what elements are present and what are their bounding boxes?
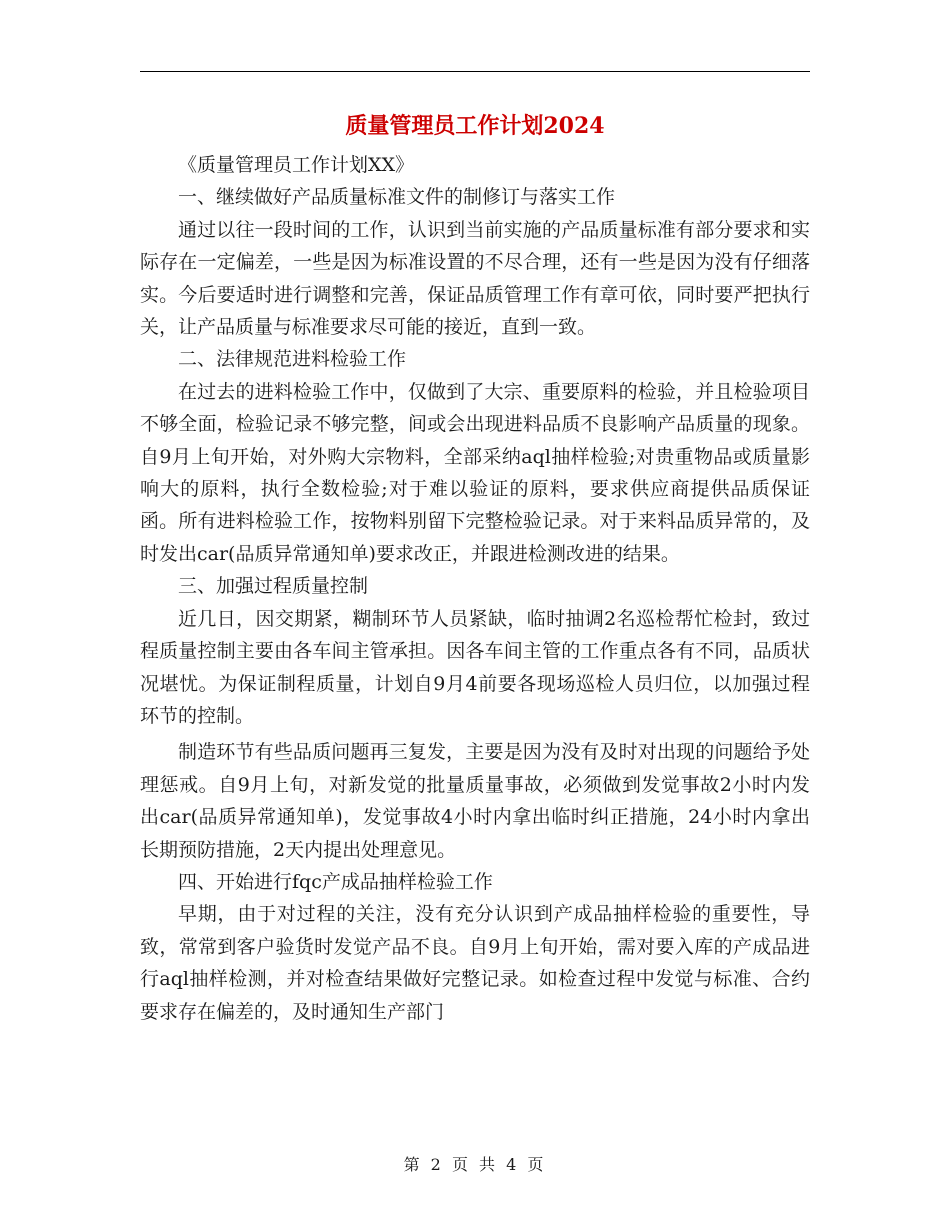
document-body [140, 149, 810, 1028]
section-heading-3: 三、加强过程质量控制 [178, 575, 369, 598]
header-rule [140, 71, 810, 72]
document-subtitle: 《质量管理员工作计划XX》 [178, 154, 415, 176]
section-heading-2: 二、法律规范进料检验工作 [178, 348, 407, 371]
document-title: 质量管理员工作计划2024 [345, 113, 605, 139]
page-number: 第 2 页 共 4 页 [403, 1155, 547, 1174]
paragraph: 制造环节有些品质问题再三复发，主要是因为没有及时对出现的问题给予处理惩戒。自9月上旬，对新发觉的批量质量事故，必须做到发觉事故2小时内发出car(品质异常通知单)，发觉事故4小时内拿出临时纠正措施，24小时内拿出长期预防措施，2天内提出处理意见。 [140, 741, 810, 861]
paragraph: 早期，由于对过程的关注，没有充分认识到产成品抽样检验的重要性，导致，常常到客户验货时发觉产品不良。自9月上旬开始，需对要入库的产成品进行aql抽样检测，并对检查结果做好完整记录。如检查过程中发觉与标准、合约要求存在偏差的，及时通知生产部门 [140, 903, 810, 1023]
paragraph: 近几日，因交期紧，糊制环节人员紧缺，临时抽调2名巡检帮忙检封，致过程质量控制主要由各车间主管承担。因各车间主管的工作重点各有不同，品质状况堪忧。为保证制程质量，计划自9月4前要各现场巡检人员归位，以加强过程环节的控制。 [140, 607, 810, 727]
section-heading-4: 四、开始进行fqc产成品抽样检验工作 [178, 870, 493, 893]
section-heading-1: 一、继续做好产品质量标准文件的制修订与落实工作 [178, 186, 616, 209]
paragraph: 通过以往一段时间的工作，认识到当前实施的产品质量标准有部分要求和实际存在一定偏差，一些是因为标准设置的不尽合理，还有一些是因为没有仔细落实。今后要适时进行调整和完善，保证品质管理工作有章可依，同时要严把执行关，让产品质量与标准要求尽可能的接近，直到一致。 [140, 218, 810, 339]
paragraph: 在过去的进料检验工作中，仅做到了大宗、重要原料的检验，并且检验项目不够全面，检验记录不够完整，间或会出现进料品质不良影响产品质量的现象。自9月上旬开始，对外购大宗物料，全部采纳aql抽样检验;对贵重物品或质量影响大的原料，执行全数检验;对于难以验证的原料，要求供应商提供品质保证函。所有进料检验工作，按物料别留下完整检验记录。对于来料品质异常的，及时发出car(品质异常通知单)要求改正，并跟进检测改进的结果。 [140, 380, 810, 565]
